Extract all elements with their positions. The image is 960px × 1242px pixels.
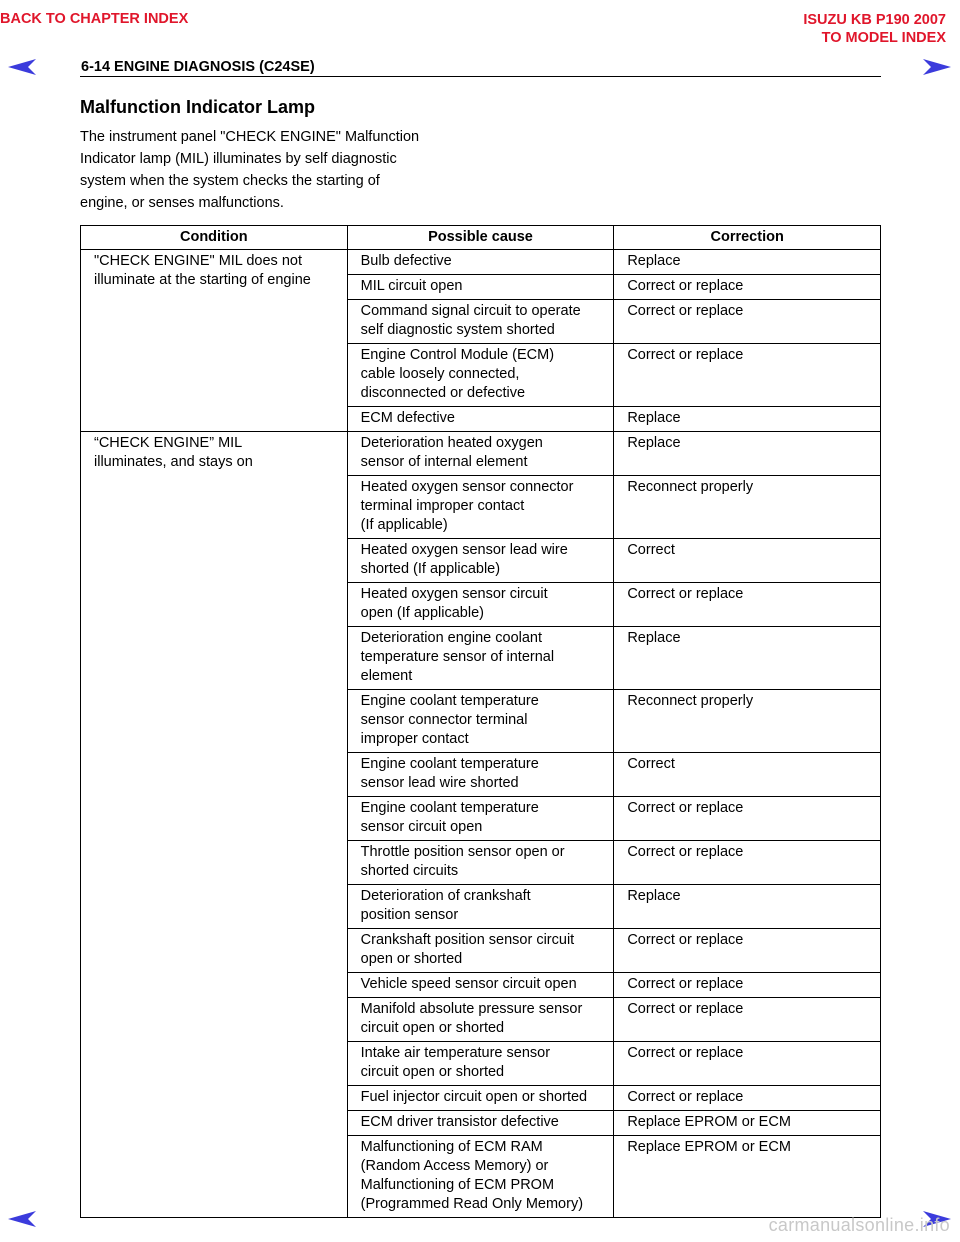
- table-row: [81, 432, 881, 476]
- cause-cell: Engine coolant temperature sensor connector terminal improper contact: [347, 690, 614, 753]
- cause-cell: Crankshaft position sensor circuit open or shorted: [347, 929, 614, 973]
- cause-cell: Throttle position sensor open or shorted circuits: [347, 841, 614, 885]
- diagnosis-table: [80, 225, 881, 1218]
- cause-cell: Deterioration heated oxygen sensor of internal element: [347, 432, 614, 476]
- cause-cell: Intake air temperature sensor circuit open or shorted: [347, 1042, 614, 1086]
- cause-cell: MIL circuit open: [347, 275, 614, 300]
- model-index-label: TO MODEL INDEX: [821, 30, 946, 46]
- correction-cell: Correct or replace: [614, 1042, 881, 1086]
- cause-cell: Heated oxygen sensor connector terminal improper contact (If applicable): [347, 476, 614, 539]
- correction-cell: Correct or replace: [614, 998, 881, 1042]
- correction-cell: Correct or replace: [614, 797, 881, 841]
- correction-cell: Reconnect properly: [614, 690, 881, 753]
- cause-cell: Manifold absolute pressure sensor circuit open or shorted: [347, 998, 614, 1042]
- cause-cell: Heated oxygen sensor circuit open (If applicable): [347, 583, 614, 627]
- cause-cell: Deterioration engine coolant temperature sensor of internal element: [347, 627, 614, 690]
- correction-cell: Correct or replace: [614, 344, 881, 407]
- correction-cell: Correct: [614, 539, 881, 583]
- correction-cell: Replace: [614, 627, 881, 690]
- watermark: carmanualsonline.info: [768, 1215, 950, 1235]
- correction-cell: Reconnect properly: [614, 476, 881, 539]
- intro-line: The instrument panel "CHECK ENGINE" Malfunction: [80, 129, 420, 145]
- cause-cell: Engine coolant temperature sensor circuit open: [347, 797, 614, 841]
- running-head: 6-14 ENGINE DIAGNOSIS (C24SE): [81, 59, 315, 75]
- cause-cell: ECM driver transistor defective: [347, 1111, 614, 1136]
- section-title: Malfunction Indicator Lamp: [80, 97, 316, 117]
- to-model-index-link[interactable]: [803, 11, 946, 47]
- cause-cell: Engine coolant temperature sensor lead wire shorted: [347, 753, 614, 797]
- cause-cell: ECM defective: [347, 407, 614, 432]
- correction-cell: Replace EPROM or ECM: [614, 1111, 881, 1136]
- table-header-row: [81, 226, 881, 250]
- correction-cell: Correct or replace: [614, 973, 881, 998]
- arrow-left-icon[interactable]: [7, 58, 37, 76]
- back-to-chapter-index-link[interactable]: BACK TO CHAPTER INDEX: [0, 11, 189, 27]
- condition-cell: “CHECK ENGINE” MIL illuminates, and stays on: [81, 432, 348, 1218]
- correction-cell: Replace: [614, 407, 881, 432]
- table-row: [81, 250, 881, 275]
- intro-line: Indicator lamp (MIL) illuminates by self diagnostic: [80, 151, 397, 167]
- model-title: ISUZU KB P190 2007: [803, 12, 946, 28]
- correction-cell: Replace: [614, 432, 881, 476]
- cause-cell: Deterioration of crankshaft position sensor: [347, 885, 614, 929]
- header-possible-cause: Possible cause: [347, 226, 614, 250]
- cause-cell: Vehicle speed sensor circuit open: [347, 973, 614, 998]
- arrow-left-icon[interactable]: [7, 1210, 37, 1228]
- cause-cell: Fuel injector circuit open or shorted: [347, 1086, 614, 1111]
- cause-cell: Bulb defective: [347, 250, 614, 275]
- correction-cell: Correct or replace: [614, 929, 881, 973]
- cause-cell: Command signal circuit to operate self diagnostic system shorted: [347, 300, 614, 344]
- intro-line: engine, or senses malfunctions.: [80, 195, 284, 211]
- correction-cell: Correct or replace: [614, 300, 881, 344]
- cause-cell: Engine Control Module (ECM) cable loosely connected, disconnected or defective: [347, 344, 614, 407]
- condition-cell: "CHECK ENGINE" MIL does not illuminate at the starting of engine: [81, 250, 348, 432]
- correction-cell: Replace EPROM or ECM: [614, 1136, 881, 1218]
- correction-cell: Correct or replace: [614, 841, 881, 885]
- correction-cell: Correct or replace: [614, 275, 881, 300]
- correction-cell: Correct or replace: [614, 1086, 881, 1111]
- table-body: [81, 250, 881, 1218]
- correction-cell: Correct or replace: [614, 583, 881, 627]
- arrow-right-icon[interactable]: [922, 58, 952, 76]
- header-rule: [80, 76, 881, 77]
- intro-line: system when the system checks the starting of: [80, 173, 380, 189]
- intro-paragraph: [80, 126, 480, 214]
- correction-cell: Correct: [614, 753, 881, 797]
- cause-cell: Malfunctioning of ECM RAM (Random Access Memory) or Malfunctioning of ECM PROM (Programmed Read Only Memory): [347, 1136, 614, 1218]
- correction-cell: Replace: [614, 250, 881, 275]
- correction-cell: Replace: [614, 885, 881, 929]
- header-correction: Correction: [614, 226, 881, 250]
- cause-cell: Heated oxygen sensor lead wire shorted (If applicable): [347, 539, 614, 583]
- header-condition: Condition: [81, 226, 348, 250]
